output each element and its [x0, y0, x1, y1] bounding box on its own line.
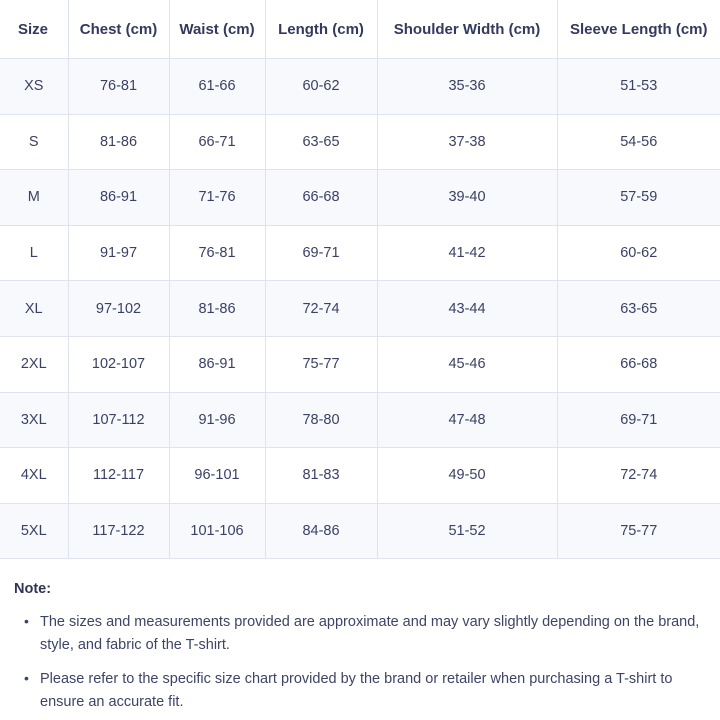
table-body: [0, 59, 720, 559]
cell-shoulder-width: 35-36: [377, 59, 557, 115]
cell-length: 75-77: [265, 336, 377, 392]
table-row: [0, 114, 720, 170]
cell-sleeve-length: 63-65: [557, 281, 720, 337]
cell-size: S: [0, 114, 68, 170]
notes-section: [0, 559, 720, 713]
cell-size: 3XL: [0, 392, 68, 448]
list-item: [14, 611, 706, 656]
cell-shoulder-width: 39-40: [377, 170, 557, 226]
cell-chest: 102-107: [68, 336, 169, 392]
notes-title: Note:: [14, 581, 52, 598]
cell-length: 81-83: [265, 448, 377, 504]
cell-sleeve-length: 72-74: [557, 448, 720, 504]
cell-waist: 101-106: [169, 503, 265, 559]
cell-length: 69-71: [265, 225, 377, 281]
bullet-icon: •: [24, 613, 29, 630]
cell-shoulder-width: 47-48: [377, 392, 557, 448]
column-header-waist: Waist (cm): [169, 0, 265, 59]
note-text: The sizes and measurements provided are approximate and may vary slightly depending on the brand, style, and fabric of the T-shirt.: [40, 614, 700, 653]
table-row: [0, 448, 720, 504]
cell-chest: 107-112: [68, 392, 169, 448]
list-item: [14, 668, 706, 713]
cell-sleeve-length: 54-56: [557, 114, 720, 170]
cell-size: XL: [0, 281, 68, 337]
notes-list: [14, 611, 706, 713]
cell-sleeve-length: 66-68: [557, 336, 720, 392]
cell-chest: 91-97: [68, 225, 169, 281]
cell-waist: 96-101: [169, 448, 265, 504]
table-row: [0, 281, 720, 337]
cell-size: L: [0, 225, 68, 281]
table-row: [0, 503, 720, 559]
cell-waist: 66-71: [169, 114, 265, 170]
cell-sleeve-length: 69-71: [557, 392, 720, 448]
cell-waist: 86-91: [169, 336, 265, 392]
column-header-sleeve-length: Sleeve Length (cm): [557, 0, 720, 59]
cell-length: 78-80: [265, 392, 377, 448]
cell-size: 2XL: [0, 336, 68, 392]
column-header-size: Size: [0, 0, 68, 59]
cell-chest: 86-91: [68, 170, 169, 226]
column-header-chest: Chest (cm): [68, 0, 169, 59]
cell-chest: 117-122: [68, 503, 169, 559]
cell-chest: 76-81: [68, 59, 169, 115]
table-row: [0, 59, 720, 115]
cell-sleeve-length: 57-59: [557, 170, 720, 226]
bullet-icon: •: [24, 670, 29, 687]
cell-length: 66-68: [265, 170, 377, 226]
cell-waist: 81-86: [169, 281, 265, 337]
table-header-row: [0, 0, 720, 59]
cell-sleeve-length: 51-53: [557, 59, 720, 115]
note-text: Please refer to the specific size chart provided by the brand or retailer when purchasing a T-shirt to ensure an accurate fit.: [40, 671, 673, 710]
table-row: [0, 336, 720, 392]
cell-waist: 76-81: [169, 225, 265, 281]
cell-waist: 91-96: [169, 392, 265, 448]
cell-waist: 71-76: [169, 170, 265, 226]
column-header-length: Length (cm): [265, 0, 377, 59]
column-header-shoulder-width: Shoulder Width (cm): [377, 0, 557, 59]
cell-shoulder-width: 43-44: [377, 281, 557, 337]
cell-length: 84-86: [265, 503, 377, 559]
cell-shoulder-width: 41-42: [377, 225, 557, 281]
cell-size: 4XL: [0, 448, 68, 504]
cell-chest: 112-117: [68, 448, 169, 504]
cell-shoulder-width: 49-50: [377, 448, 557, 504]
cell-shoulder-width: 45-46: [377, 336, 557, 392]
table-row: [0, 170, 720, 226]
cell-sleeve-length: 60-62: [557, 225, 720, 281]
table-header: [0, 0, 720, 59]
cell-size: XS: [0, 59, 68, 115]
cell-shoulder-width: 51-52: [377, 503, 557, 559]
table-row: [0, 225, 720, 281]
table-row: [0, 392, 720, 448]
cell-size: 5XL: [0, 503, 68, 559]
cell-chest: 81-86: [68, 114, 169, 170]
cell-size: M: [0, 170, 68, 226]
cell-waist: 61-66: [169, 59, 265, 115]
cell-chest: 97-102: [68, 281, 169, 337]
cell-shoulder-width: 37-38: [377, 114, 557, 170]
cell-length: 60-62: [265, 59, 377, 115]
cell-length: 63-65: [265, 114, 377, 170]
cell-length: 72-74: [265, 281, 377, 337]
cell-sleeve-length: 75-77: [557, 503, 720, 559]
